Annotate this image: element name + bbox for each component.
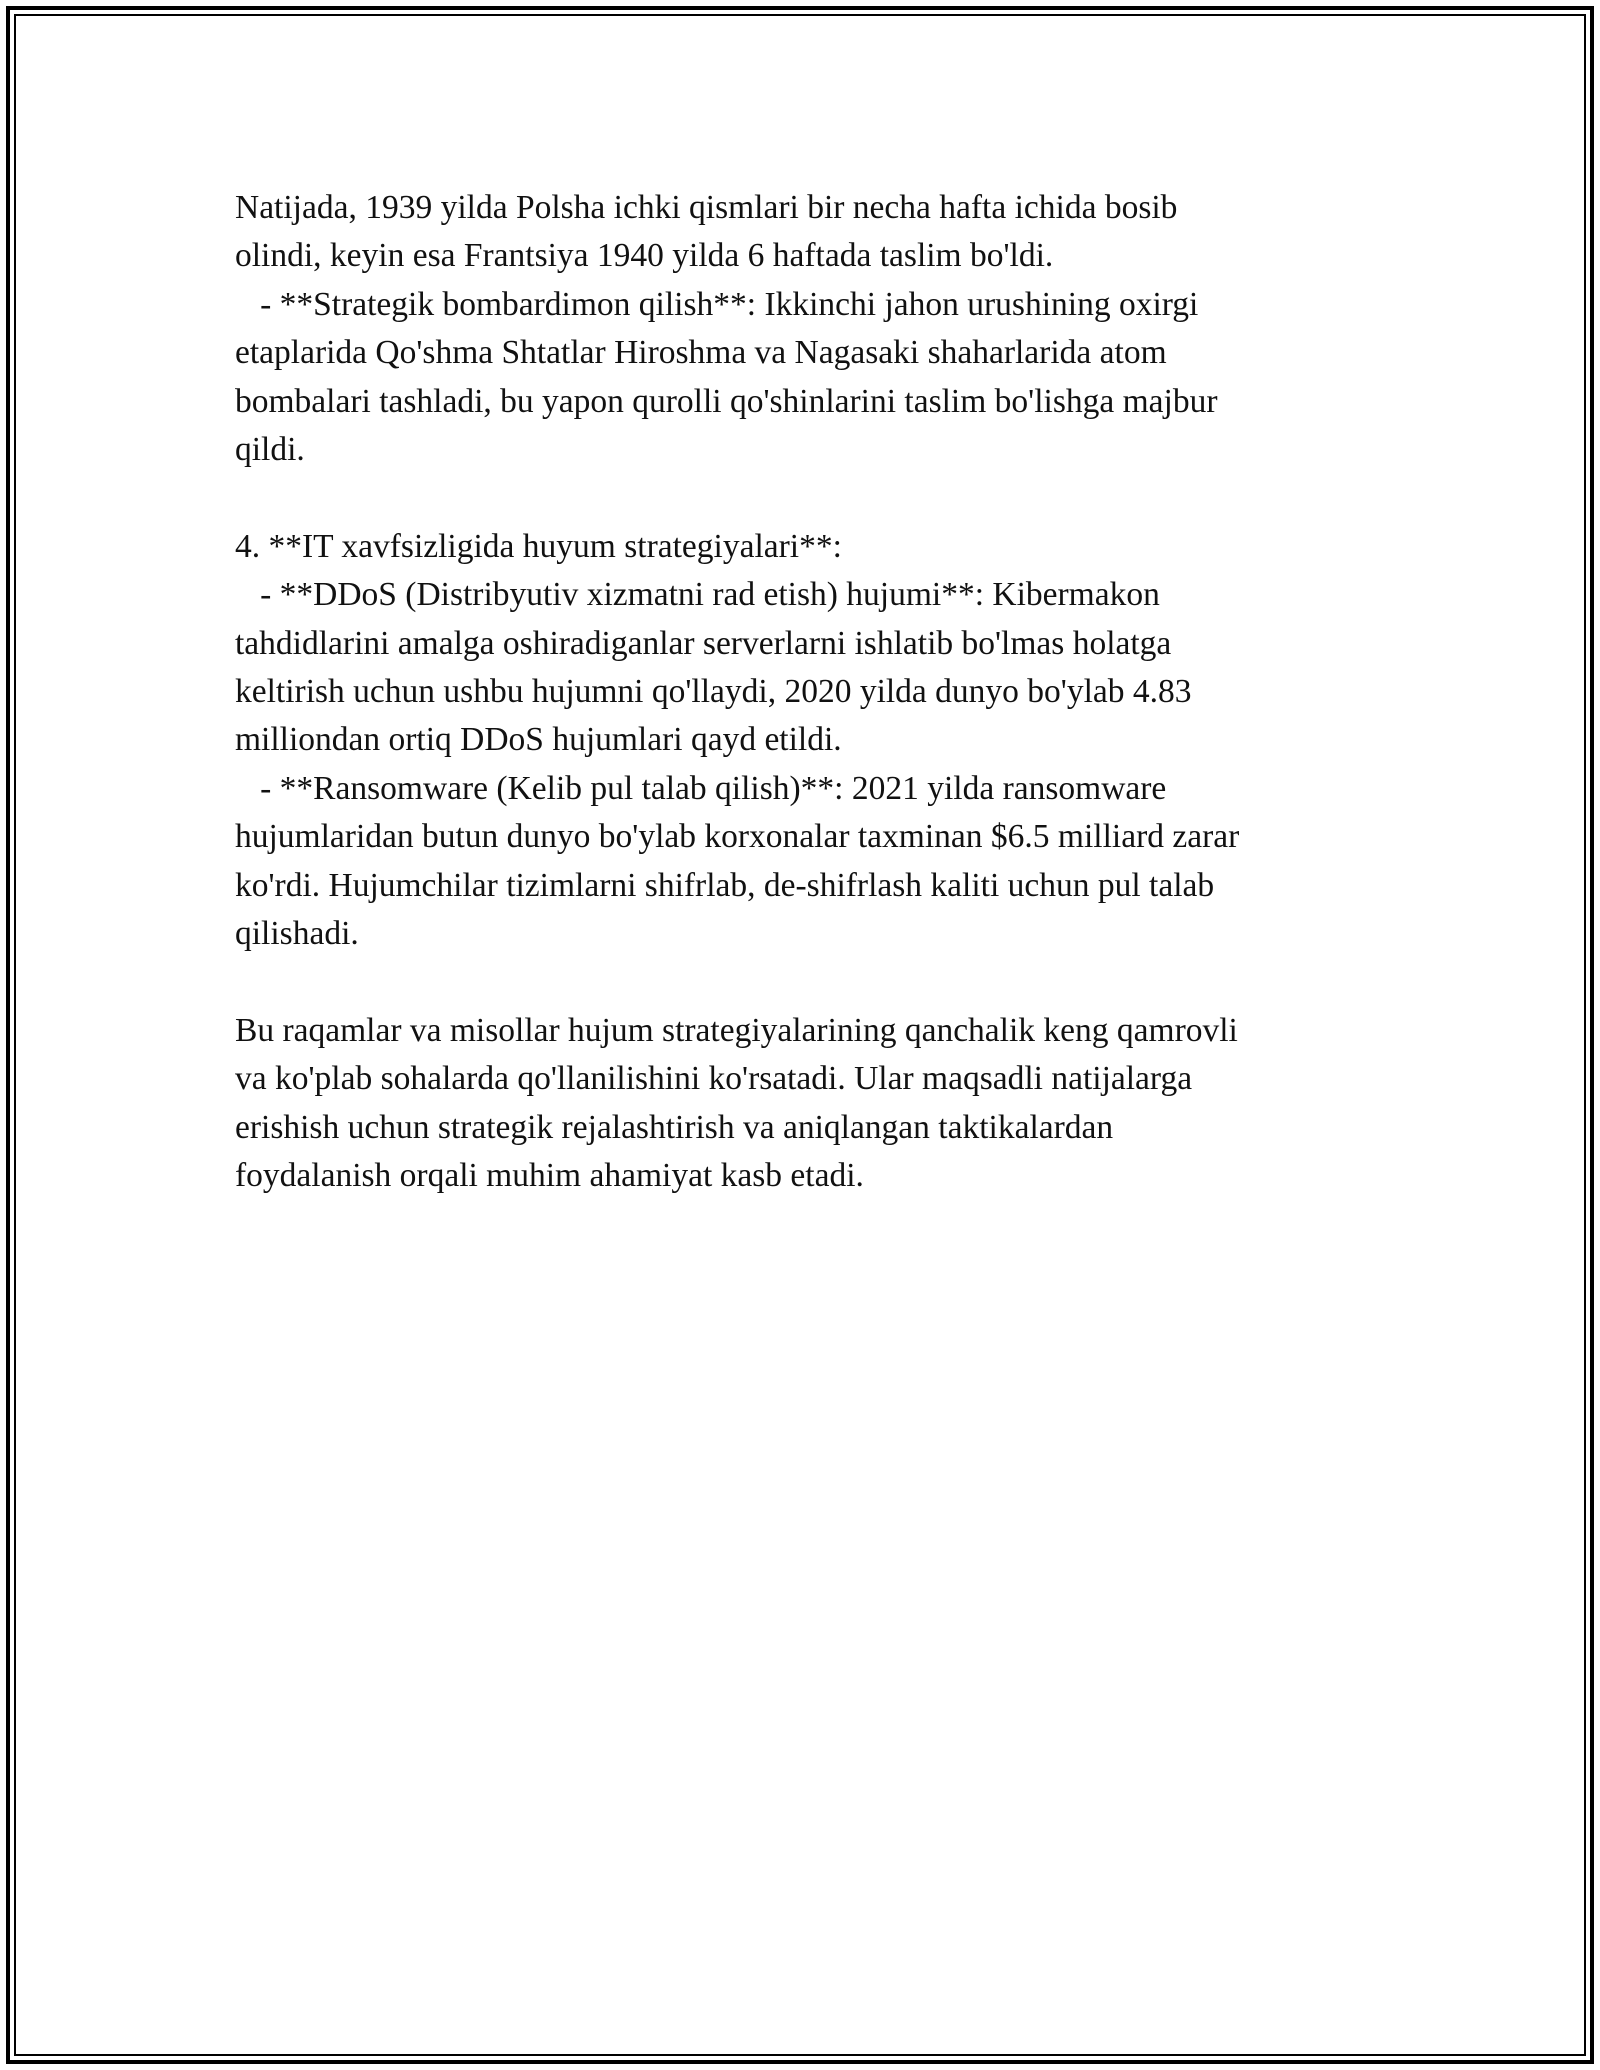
paragraph-military-strategies: Natijada, 1939 yilda Polsha ichki qismlari bir necha hafta ichida bosib olindi, keyin esa Frantsiya 1940 yilda 6 haftada taslim bo'ldi. - **Strategik bombardimon qilish**: Ikkinchi jahon urushining oxirgi etaplarida Qo'shma Shtatlar Hiroshma va Nagasaki shaharlarida atom bombalari tashladi, bu yapon qurolli qo'shinlarini taslim bo'lishga majbur qildi. [235, 189, 1218, 469]
paragraph-spacer [235, 474, 1375, 522]
paragraph-it-security-strategies: 4. **IT xavfsizligida huyum strategiyalari**: - **DDoS (Distribyutiv xizmatni rad etish) hujumi**: Kibermakon tahdidlarini amalga oshiradiganlar serverlarni ishlatib bo'lmas holatga keltirish uchun ushbu hujumni qo'llaydi, 2020 yilda dunyo bo'ylab 4.83 milliondan ortiq DDoS hujumlari qayd etildi. - **Ransomware (Kelib pul talab qilish)**: 2021 yilda ransomware hujumlaridan butun dunyo bo'ylab korxonalar taxminan $6.5 milliard zarar ko'rdi. Hujumchilar tizimlarni shifrlab, de-shifrlash kaliti uchun pul talab qilishadi. [235, 527, 1240, 953]
paragraph-conclusion: Bu raqamlar va misollar hujum strategiyalarining qanchalik keng qamrovli va ko'plab sohalarda qo'llanilishini ko'rsatadi. Ular maqsadli natijalarga erishish uchun strategik rejalashtirish va aniqlangan taktikalardan foydalanish orqali muhim ahamiyat kasb etadi. [235, 1011, 1238, 1195]
document-body [235, 184, 1375, 1201]
paragraph-spacer [235, 958, 1375, 1006]
